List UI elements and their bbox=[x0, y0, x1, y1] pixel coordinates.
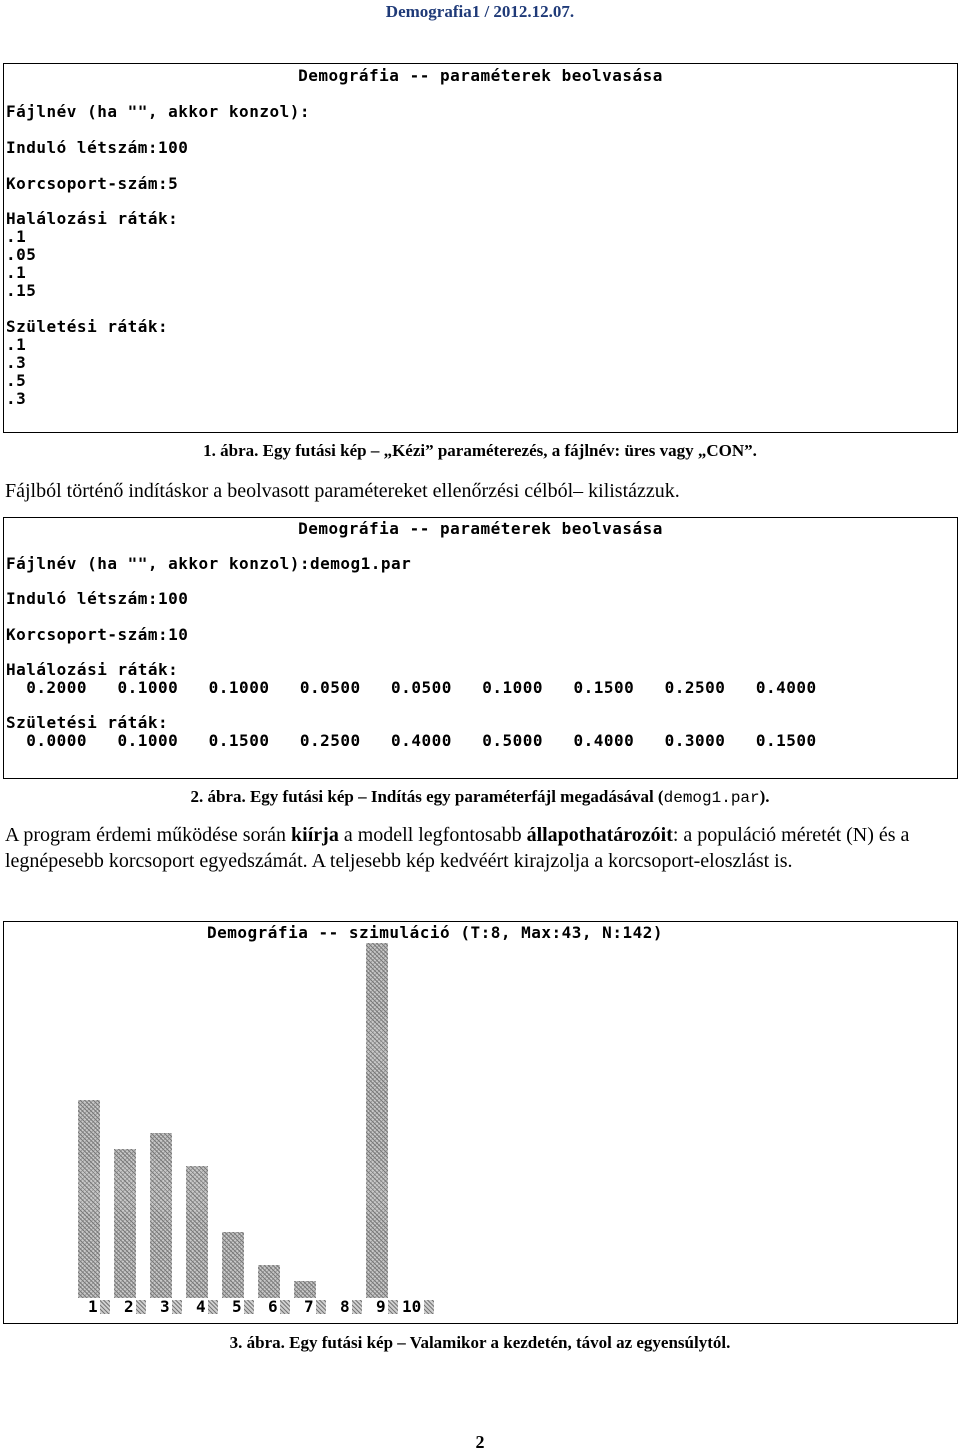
mortality-label: Halálozási ráták: bbox=[6, 660, 179, 679]
chart-label-separator bbox=[424, 1300, 434, 1314]
figure-caption-3: 3. ábra. Egy futási kép – Valamikor a kezdetén, távol az egyensúlytól. bbox=[229, 1333, 731, 1352]
chart-label-separator bbox=[100, 1300, 110, 1314]
paragraph-bold: állapothatározóit bbox=[526, 824, 673, 846]
console-screenshot-file bbox=[3, 517, 958, 779]
chart-bar bbox=[294, 1281, 316, 1298]
chart-bar bbox=[114, 1149, 136, 1298]
mortality-rate: .1 bbox=[6, 227, 27, 246]
chart-category-label: 2 bbox=[124, 1297, 134, 1316]
paragraph-text: A program érdemi működése során bbox=[5, 824, 292, 846]
chart-category-label: 4 bbox=[196, 1297, 206, 1316]
birth-rate: .5 bbox=[6, 371, 27, 390]
chart-category-label: 6 bbox=[268, 1297, 278, 1316]
chart-bar bbox=[150, 1133, 172, 1298]
age-group-count: Korcsoport-szám:5 bbox=[6, 174, 179, 193]
chart-label-separator bbox=[352, 1300, 362, 1314]
initial-population: Induló létszám:100 bbox=[6, 589, 189, 608]
birth-label: Születési ráták: bbox=[6, 713, 169, 732]
paragraph-text: a modell legfontosabb bbox=[338, 824, 527, 846]
caption-2-text: 2. ábra. Egy futási kép – Indítás egy paraméterfájl megadásával ( bbox=[190, 787, 664, 806]
chart-bar bbox=[222, 1232, 244, 1298]
mortality-rate: .1 bbox=[6, 263, 27, 282]
console-simulation-chart bbox=[3, 921, 958, 1324]
page-header: Demografia1 / 2012.12.07. bbox=[385, 2, 575, 21]
birth-values: 0.0000 0.1000 0.1500 0.2500 0.4000 0.5000 0.4000 0.3000 0.1500 bbox=[6, 731, 817, 750]
chart-category-label: 7 bbox=[304, 1297, 314, 1316]
paragraph-bold: kiírja bbox=[291, 824, 339, 846]
paragraph-text: : a populáció méretét (N) és a legnépesebb korcsoport egyedszámát. A teljesebb kép kedvéért kirajzolja a korcsoport-eloszlást is. bbox=[5, 824, 910, 872]
paragraph-body bbox=[5, 822, 955, 874]
console-screenshot-manual bbox=[3, 63, 958, 433]
chart-bar bbox=[366, 943, 388, 1298]
page-number: 2 bbox=[475, 1432, 485, 1452]
birth-rate: .1 bbox=[6, 335, 27, 354]
chart-bar bbox=[78, 1100, 100, 1298]
caption-2-end: ). bbox=[759, 787, 770, 806]
filename-prompt: Fájlnév (ha "", akkor konzol):demog1.par bbox=[6, 554, 412, 573]
chart-bar bbox=[258, 1265, 280, 1298]
chart-bar bbox=[186, 1166, 208, 1298]
chart-label-separator bbox=[136, 1300, 146, 1314]
chart-category-label: 10 bbox=[402, 1297, 422, 1316]
filename-prompt: Fájlnév (ha "", akkor konzol): bbox=[6, 102, 310, 121]
initial-population: Induló létszám:100 bbox=[6, 138, 189, 157]
chart-label-separator bbox=[208, 1300, 218, 1314]
birth-rate: .3 bbox=[6, 353, 27, 372]
mortality-label: Halálozási ráták: bbox=[6, 209, 179, 228]
caption-2-code: demog1.par bbox=[663, 789, 760, 807]
chart-label-separator bbox=[172, 1300, 182, 1314]
chart-label-separator bbox=[280, 1300, 290, 1314]
chart-category-label: 5 bbox=[232, 1297, 242, 1316]
mortality-values: 0.2000 0.1000 0.1000 0.0500 0.0500 0.1000 0.1500 0.2500 0.4000 bbox=[6, 678, 817, 697]
chart-label-separator bbox=[388, 1300, 398, 1314]
chart-category-label: 3 bbox=[160, 1297, 170, 1316]
mortality-rate: .15 bbox=[6, 281, 37, 300]
chart-title: Demográfia -- szimuláció (T:8, Max:43, N:142) bbox=[207, 923, 663, 942]
mortality-rate: .05 bbox=[6, 245, 37, 264]
age-group-count: Korcsoport-szám:10 bbox=[6, 625, 189, 644]
birth-rate: .3 bbox=[6, 389, 27, 408]
chart-category-label: 1 bbox=[88, 1297, 98, 1316]
paragraph-intro: Fájlból történő indításkor a beolvasott paramétereket ellenőrzési célból– kilistázzuk. bbox=[5, 480, 680, 502]
chart-label-separator bbox=[244, 1300, 254, 1314]
console-title: Demográfia -- paraméterek beolvasása bbox=[298, 519, 663, 538]
birth-label: Születési ráták: bbox=[6, 317, 169, 336]
figure-caption-1: 1. ábra. Egy futási kép – „Kézi” paraméterezés, a fájlnév: üres vagy „CON”. bbox=[203, 441, 757, 460]
chart-category-label: 9 bbox=[376, 1297, 386, 1316]
chart-category-label: 8 bbox=[340, 1297, 350, 1316]
console-title: Demográfia -- paraméterek beolvasása bbox=[298, 66, 663, 85]
figure-caption-2 bbox=[0, 787, 960, 807]
chart-label-separator bbox=[316, 1300, 326, 1314]
